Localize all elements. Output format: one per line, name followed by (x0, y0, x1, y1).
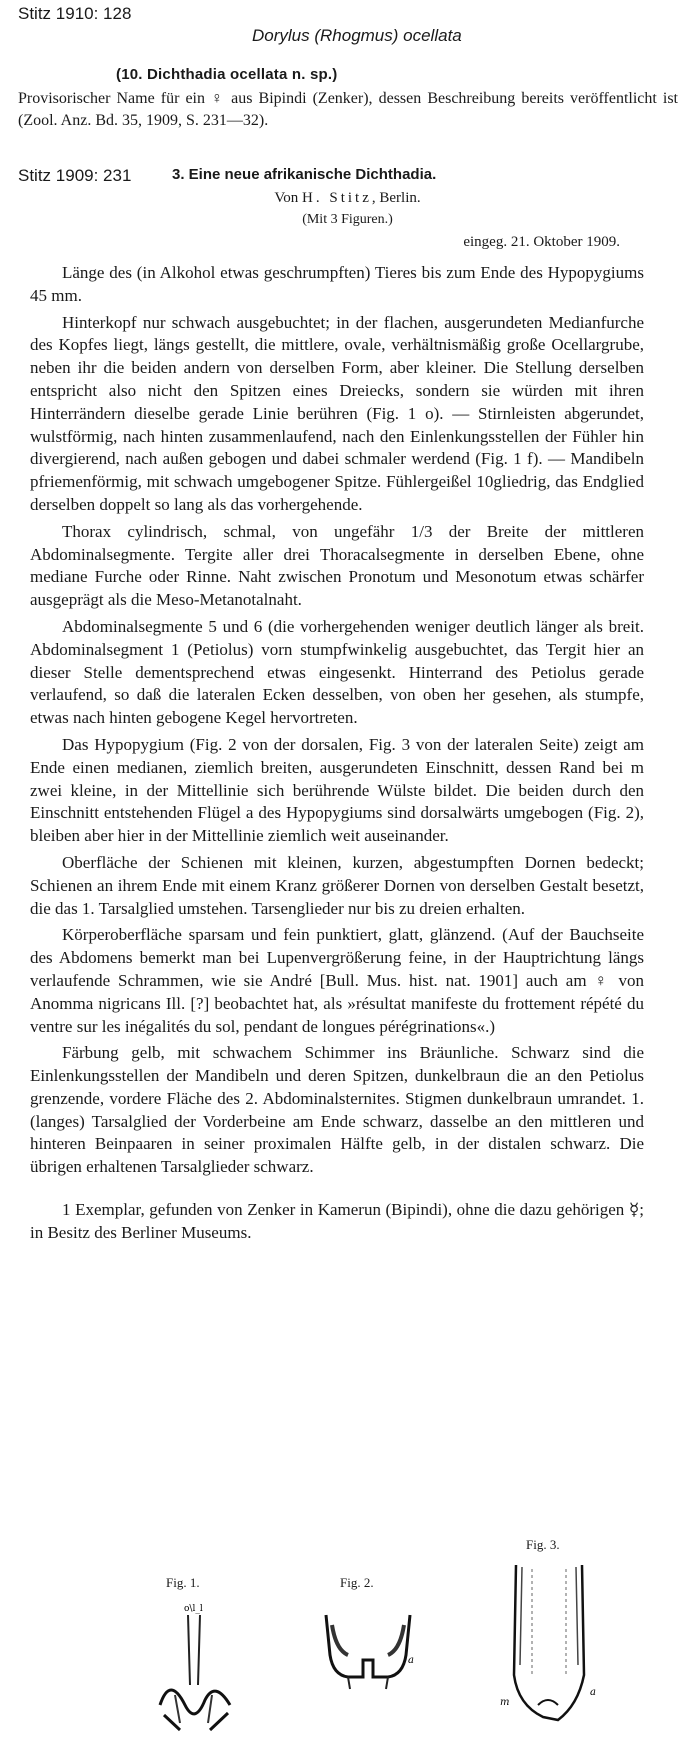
author-line (0, 190, 695, 207)
fig3-caption: Fig. 3. (526, 1537, 560, 1552)
author-name: H. Stitz (302, 190, 372, 206)
fig3-hypopygium-drawing (498, 1555, 608, 1740)
fig1-label-o: o\l_l (184, 1604, 203, 1614)
paragraph-specimen: 1 Exemplar, gefunden von Zenker in Kamerun (Bipindi), ohne die dazu gehörigen ☿; in Besitz des Berliner Museums. (30, 1200, 644, 1242)
received-date: eingeg. 21. Oktober 1909. (463, 234, 620, 250)
paragraph-hypopygium: Das Hypopygium (Fig. 2 von der dorsalen, Fig. 3 von der lateralen Seite) zeigt am Ende einen medianen, ziemlich breiten, ausgerundeten Einschnitt, dessen Rand bei m zwei kleine, in der Mittellinie sich berührende Wülste bildet. Die beiden durch den Einschnitt entstehenden Flügel a des Hypopygiums sind dorsalwärts umgebogen (Fig. 2), bleiben aber hier in der Mittellinie ziemlich weit auseinander. (30, 734, 644, 846)
fig2-label-a: a (408, 1655, 414, 1666)
paragraph-head: Hinterkopf nur schwach ausgebuchtet; in der flachen, ausgerundeten Medianfurche des Kopfes liegt, längs gestellt, die mittlere, ovale, verhältnismäßig große Ocellargrube, neben ihr die beiden andern von derselben Form, aber kleiner. Die Stellung derselben entspricht also nicht den Spitzen eines Dreiecks, sondern sie würden mit ihren Hinterrändern dieselbe gerade Linie berühren (Fig. 1 o). — Stirnleisten abgerundet, wulstförmig, nach hinten zusammenlaufend, nach den Einlenkungsstellen der Fühler hin divergierend, nach außen gebogen und dabei schmaler werdend (Fig. 1 f). — Mandibeln pfriemenförmig, mit schwach umgebogener Spitze. Fühlergeißel 10gliedrig, das Endglied derselben doppelt so lang als das vorhergehende. (30, 312, 644, 514)
reference-title: (10. Dichthadia ocellata n. sp.) (116, 66, 338, 83)
article-body (30, 262, 644, 1249)
fig2-hypopygium-drawing (318, 1605, 418, 1695)
taxon-name: Dorylus (Rhogmus) ocellata (252, 26, 462, 45)
fig3-label-a: a (590, 1687, 596, 1698)
paragraph-color: Färbung gelb, mit schwachem Schimmer ins Bräunliche. Schwarz sind die Einlenkungsstellen der Mandibeln und deren Spitzen, dunkelbraun die an den Petiolus grenzende, vordere Fläche des 2. Abdominalsternites. Stigmen dunkelbraun umrandet. 1. (langes) Tarsalglied der Vorderbeine am Ende schwarz, dasselbe an den mittleren und hinteren Beinpaaren in seiner proximalen Hälfte gelb, in der distalen schwarz. Die übrigen erhaltenen Tarsalglieder schwarz. (30, 1043, 644, 1177)
paragraph-abdomen: Abdominalsegmente 5 und 6 (die vorhergehenden weniger deutlich länger als breit. Abdominalsegment 1 (Petiolus) vorn stumpfwinkelig ausgebuchtet, das Tergit hier an dieser Stelle dementsprechend etwas eingesenkt. Hinterrand des Petiolus gerade verlaufend, so daß die lateralen Ecken desselben, von oben her gesehen, als stumpfe, etwas nach hinten gebogene Kegel hervortreten. (30, 616, 644, 728)
paragraph-length: Länge des (in Alkohol etwas geschrumpften) Tieres bis zum Ende des Hypopygiums 45 mm. (30, 263, 644, 305)
fig2-caption: Fig. 2. (340, 1575, 374, 1590)
figure-area (0, 1525, 695, 1740)
fig1-head-drawing (150, 1595, 240, 1735)
author-suffix: , Berlin. (371, 190, 421, 206)
paragraph-surface: Körperoberfläche sparsam und fein punktiert, glatt, glänzend. (Auf der Bauchseite des Abdomens bemerkt man bei Lupenvergrößerung feine, in der Hauptrichtung längs verlaufende Schrammen, wie sie André [Bull. Mus. hist. nat. 1901] auch am ♀ von Anomma nigricans Ill. [?] beobachtet hat, als »résultat manifeste du frottement répété du ventre sur les inégalités du sol, pendant de longues pérégrinations«.) (30, 925, 644, 1036)
fig3-label-m: m (500, 1697, 510, 1708)
paragraph-legs: Oberfläche der Schienen mit kleinen, kurzen, abgestumpften Dornen bedeckt; Schienen an ihrem Ende mit einem Kranz größerer Dornen von derselben Gestalt besetzt, die das 1. Tarsalglied umstehen. Tarsenglieder nur bis zu dreien erhalten. (30, 852, 644, 918)
header-citation-1909: Stitz 1909: 231 (18, 166, 132, 185)
header-citation-1910: Stitz 1910: 128 (18, 4, 132, 23)
fig1-caption: Fig. 1. (166, 1575, 200, 1590)
article-title: 3. Eine neue afrikanische Dichthadia. (172, 166, 437, 183)
author-prefix: Von (274, 190, 299, 206)
reference-text: Provisorischer Name für ein ♀ aus Bipindi (Zenker), dessen Beschreibung bereits veröffentlicht ist (Zool. Anz. Bd. 35, 1909, S. 231—32). (18, 90, 678, 129)
figures-note: (Mit 3 Figuren.) (302, 212, 393, 227)
paragraph-thorax: Thorax cylindrisch, schmal, von ungefähr 1/3 der Breite der mittleren Abdominalsegmente. Tergite aller drei Thoracalsegmente in derselben Ebene, ohne mediane Furche oder Rinne. Naht zwischen Pronotum und Mesonotum etwas schärfer ausgeprägt als die Meso-Metanotalnaht. (30, 521, 644, 610)
